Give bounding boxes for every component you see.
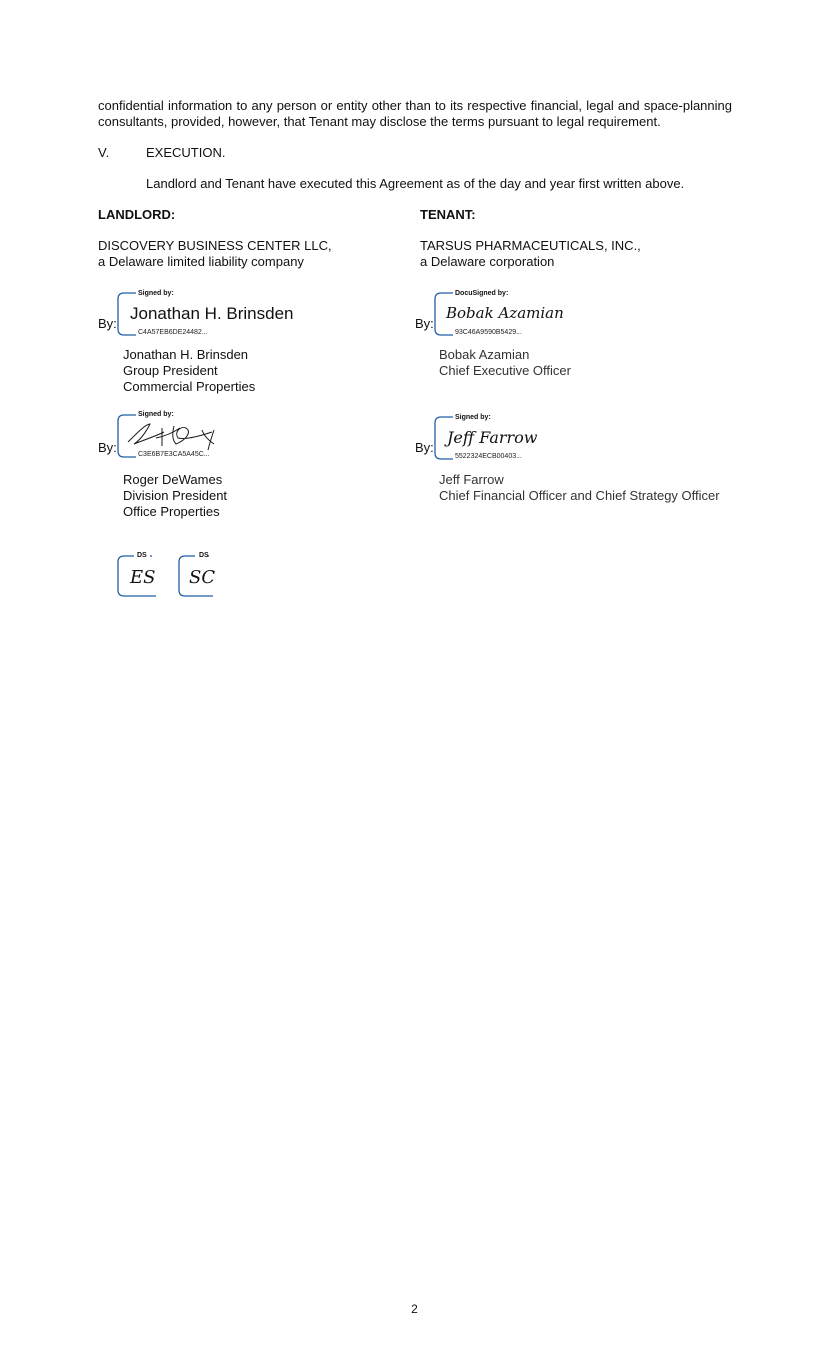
initials-box-2 xyxy=(177,550,217,598)
landlord-heading: LANDLORD: xyxy=(98,207,176,222)
signature-jeff-farrow: Jeff Farrow xyxy=(447,428,538,447)
tenant-signature-block-2 xyxy=(433,413,563,463)
landlord-signatory-title-2a: Division President xyxy=(123,488,228,503)
docusigned-by-header: DocuSigned by: xyxy=(455,290,509,297)
tenant-signatory-title-1: Chief Executive Officer xyxy=(439,363,571,378)
initials-label: DS xyxy=(137,552,147,559)
landlord-by-label-1: By: xyxy=(98,316,117,331)
tenant-signatory-name-1: Bobak Azamian xyxy=(439,347,530,362)
execution-statement: Landlord and Tenant have executed this Agreement as of the day and year first written above. xyxy=(146,176,685,191)
signed-by-header: Signed by: xyxy=(138,411,174,418)
landlord-signature-block-2 xyxy=(116,410,246,462)
landlord-signatory-title-2b: Office Properties xyxy=(123,504,220,519)
initials-es: ES xyxy=(130,567,156,588)
signed-by-header: Signed by: xyxy=(138,290,174,297)
envelope-id: 93C46A9590B5429... xyxy=(455,329,522,336)
page-number: 2 xyxy=(411,1302,418,1316)
section-number: V. xyxy=(98,145,110,160)
tenant-signatory-title-2: Chief Financial Officer and Chief Strategy Officer xyxy=(439,488,720,503)
tenant-by-label-1: By: xyxy=(415,316,434,331)
landlord-signatory-title-1a: Group President xyxy=(123,363,218,378)
landlord-entity: DISCOVERY BUSINESS CENTER LLC, xyxy=(98,238,332,253)
section-title: EXECUTION. xyxy=(146,145,226,160)
signature-jonathan-brinsden: Jonathan H. Brinsden xyxy=(130,304,294,323)
signature-bobak-azamian: Bobak Azamian xyxy=(446,304,564,322)
tenant-heading: TENANT: xyxy=(420,207,476,222)
landlord-signatory-name-2: Roger DeWames xyxy=(123,472,223,487)
landlord-signatory-title-1b: Commercial Properties xyxy=(123,379,256,394)
envelope-id: 5522324ECB00403... xyxy=(455,453,522,460)
tenant-signatory-name-2: Jeff Farrow xyxy=(439,472,504,487)
tenant-entity: TARSUS PHARMACEUTICALS, INC., xyxy=(420,238,641,253)
tenant-by-label-2: By: xyxy=(415,440,434,455)
tenant-entity-type: a Delaware corporation xyxy=(420,254,555,269)
initials-sc: SC xyxy=(189,567,216,588)
signed-by-header: Signed by: xyxy=(455,414,491,421)
initials-box-1 xyxy=(116,550,160,598)
landlord-signatory-name-1: Jonathan H. Brinsden xyxy=(123,347,249,362)
tenant-signature-block-1 xyxy=(433,289,573,339)
agreement-paragraph: confidential information to any person or entity other than to its respective financial, legal and space-planning consultants, provided, however, that Tenant may disclose the terms pursuant to legal requirement. xyxy=(98,98,732,129)
initials-label: DS xyxy=(199,552,209,559)
landlord-signature-block-1 xyxy=(116,289,326,339)
envelope-id: C4A57EB6DE24482... xyxy=(138,329,208,336)
landlord-entity-type: a Delaware limited liability company xyxy=(98,254,304,269)
envelope-id: C3E6B7E3CA5A45C... xyxy=(138,451,210,458)
landlord-by-label-2: By: xyxy=(98,440,117,455)
